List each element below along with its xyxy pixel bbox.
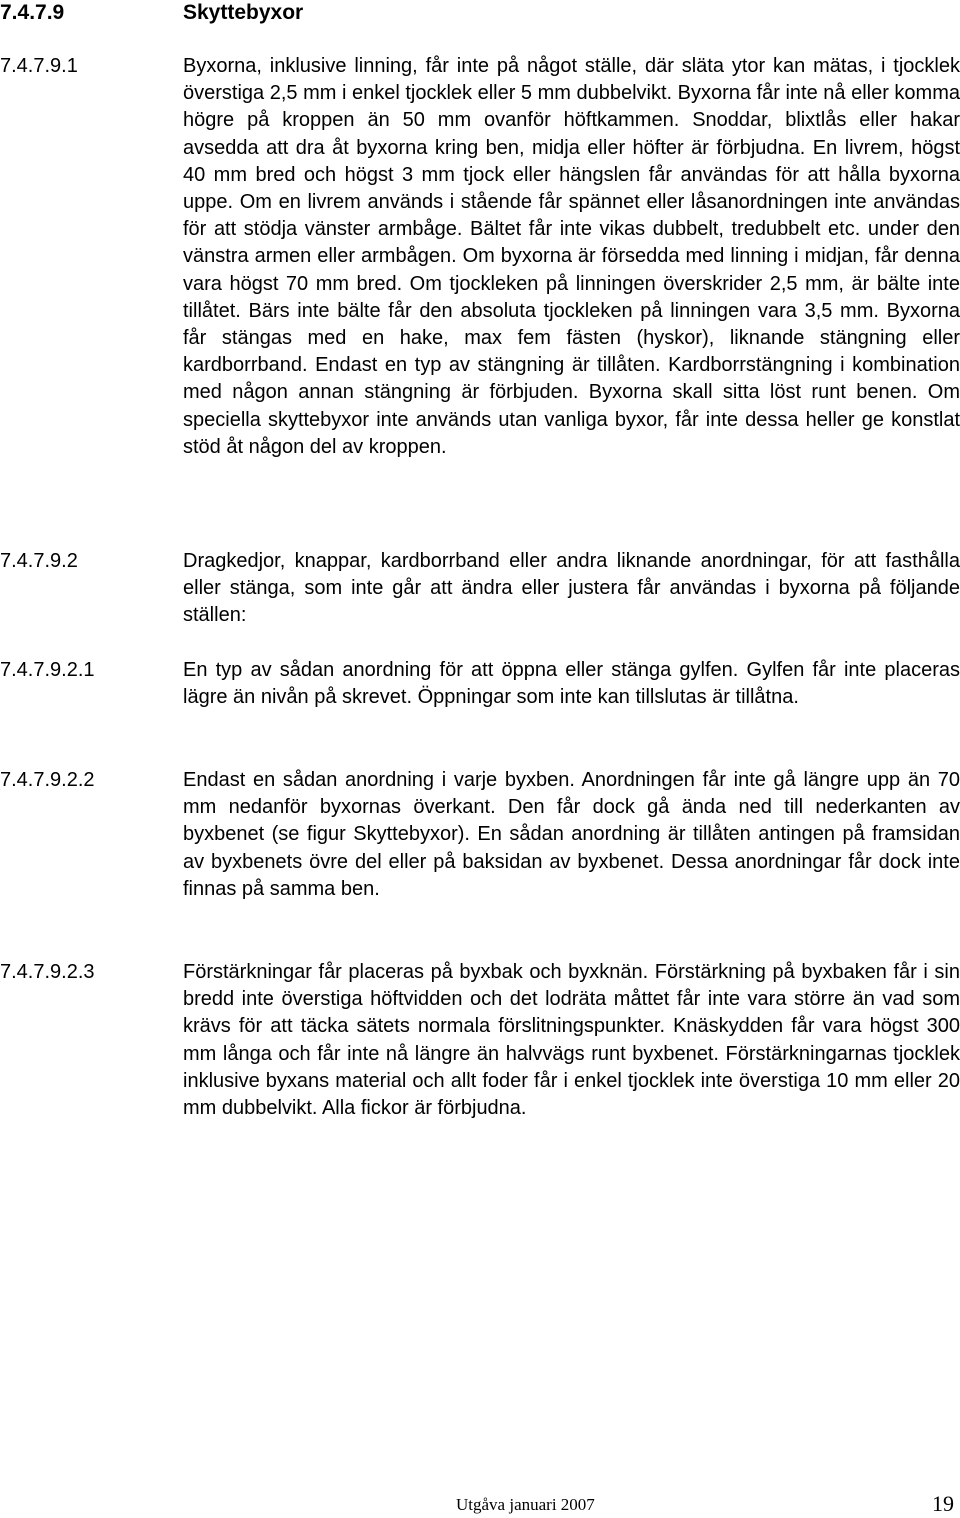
clause-text: En typ av sådan anordning för att öppna eller stänga gylfen. Gylfen får inte placeras lägre än nivån på skrevet. Öppningar som inte kan tillslutas är tillåtna. [183,659,960,709]
section-title: Skyttebyxor [183,1,304,24]
page-number: 19 [932,1491,954,1516]
clause-text: Dragkedjor, knappar, kardborrband eller andra liknande anordningar, för att fasthålla eller stänga, som inte går att ändra eller justera får användas i byxorna på följande ställen: [183,550,960,627]
clause-number: 7.4.7.9.2 [0,550,78,572]
section-number: 7.4.7.9 [0,1,65,24]
clause-text: Förstärkningar får placeras på byxbak och byxknän. Förstärkning på byxbaken får i sin bredd inte överstiga höftvidden och det lodräta måttet får inte vara större än vad som krävs för att täcka sätets normala förslitningspunkter. Knäskydden får vara högst 300 mm långa och får inte nå längre än halvvägs runt byxbenet. Förstärkningarnas tjocklek inklusive byxans material och allt foder får i enkel tjocklek inte överstiga 10 mm eller 20 mm dubbelvikt. Alla fickor är förbjudna. [183,961,960,1120]
clause-number: 7.4.7.9.2.1 [0,659,95,681]
clause-text: Byxorna, inklusive linning, får inte på något ställe, där släta ytor kan mätas, i tjocklek överstiga 2,5 mm i enkel tjocklek eller 5 mm dubbelvikt. Byxorna får inte nå eller komma högre på kroppen än 50 mm ovanför höftkammen. Snoddar, blixtlås eller hakar avsedda att dra åt byxorna kring ben, midja eller höfter är förbjudna. En livrem, högst 40 mm bred och högst 3 mm tjock eller hängslen får användas för att hålla byxorna uppe. Om en livrem används i stående får spännet eller låsanordningen inte användas för att stödja vänster armbåge. Bältet får inte vikas dubbelt, tredubbelt etc. under den vänstra armen eller armbågen. Om byxorna är försedda med linning i midjan, får denna vara högst 70 mm bred. Om tjockleken på linningen överskrider 2,5 mm, är bälte inte tillåtet. Bärs inte bälte får den absoluta tjockleken på linningen vara 3,5 mm. Byxorna får stängas med en hake, max fem fästen (hyskor), liknande stängning eller kardborrband. Endast en typ av stängning är tillåten. Kardborrstängning i kombination med någon annan stängning är förbjuden. Byxorna skall sitta löst runt benen. Om speciella skyttebyxor inte används utan vanliga byxor, får inte dessa heller ge konstlat stöd åt någon del av kroppen. [183,55,960,458]
clause-number: 7.4.7.9.2.2 [0,769,95,791]
clause-number: 7.4.7.9.1 [0,55,78,77]
clause-text: Endast en sådan anordning i varje byxben. Anordningen får inte gå längre upp än 70 mm nedanför byxornas överkant. Den får dock gå ända ned till nederkanten av byxbenet (se figur Skyttebyxor). En sådan anordning är tillåten antingen på framsidan av byxbenets övre del eller på baksidan av byxbenet. Dessa anordningar får dock inte finnas på samma ben. [183,769,960,900]
footer-edition: Utgåva januari 2007 [456,1495,595,1514]
clause-number: 7.4.7.9.2.3 [0,961,95,983]
